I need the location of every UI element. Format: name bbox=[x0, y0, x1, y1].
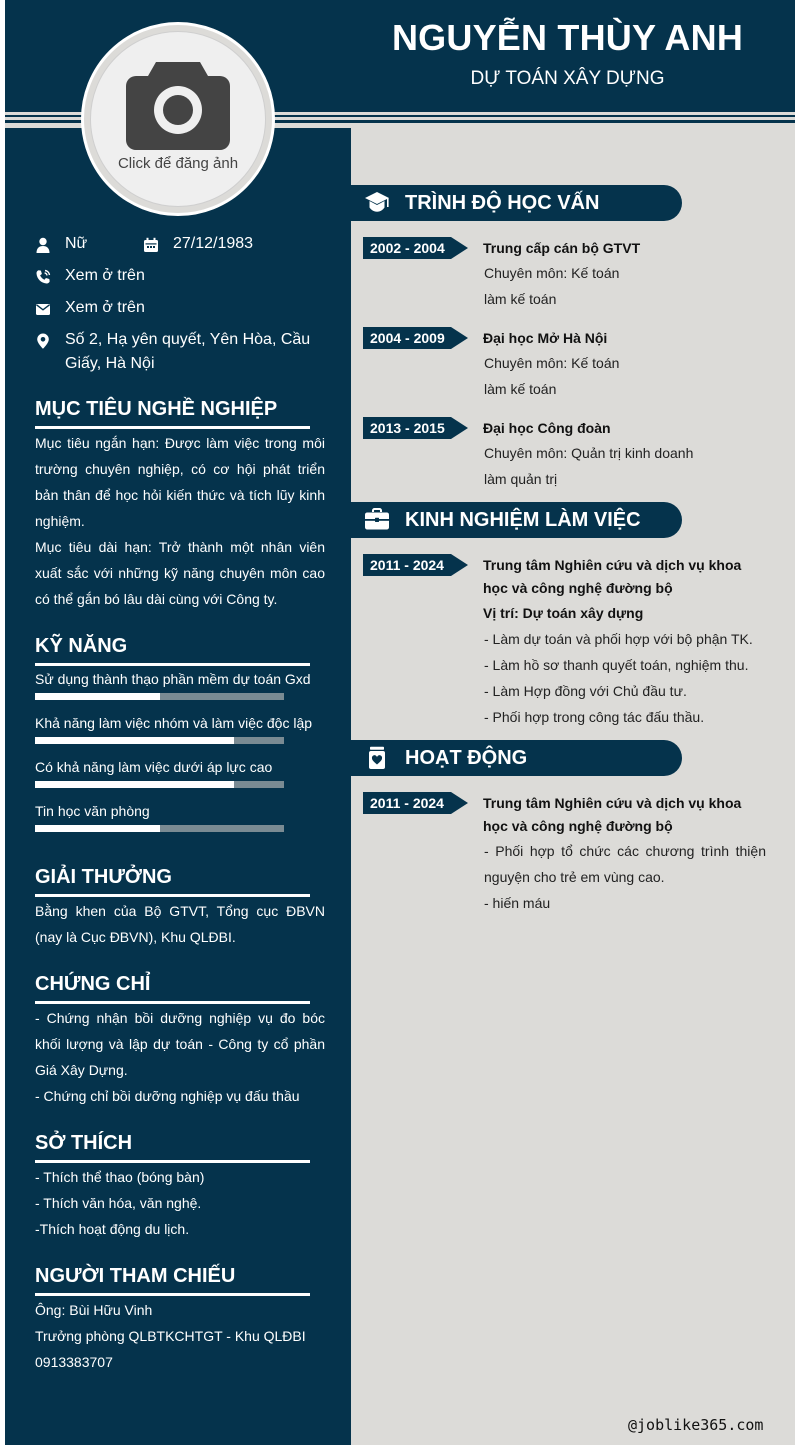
hobbies-heading: SỞ THÍCH bbox=[35, 1132, 133, 1154]
birthday-row bbox=[143, 235, 253, 256]
experience-position: Vị trí: Dự toán xây dựng bbox=[483, 605, 644, 621]
date-tag bbox=[363, 327, 469, 349]
date-tag bbox=[363, 417, 469, 439]
experience-duty: - Phối hợp trong công tác đấu thầu. bbox=[484, 709, 705, 725]
education-note: làm quản trị bbox=[484, 471, 558, 487]
education-period: 2004 - 2009 bbox=[370, 330, 445, 346]
location-pin-icon bbox=[35, 333, 51, 349]
phone-row bbox=[35, 267, 145, 288]
job-title: DỰ TOÁN XÂY DỰNG bbox=[470, 68, 665, 89]
activities-heading: HOẠT ĐỘNG bbox=[405, 747, 528, 769]
education-note: làm kế toán bbox=[484, 381, 557, 397]
calendar-icon bbox=[143, 237, 159, 253]
date-tag bbox=[363, 792, 469, 814]
experience-duty: - Làm Hợp đồng với Chủ đầu tư. bbox=[484, 683, 687, 699]
email-row bbox=[35, 299, 145, 320]
certificate-item: - Chứng nhận bồi dưỡng nghiệp vụ đo bóc khối lượng và lập dự toán - Công ty cổ phần Giá Xây Dựng. bbox=[35, 1010, 325, 1078]
education-school: Đại học Mở Hà Nội bbox=[483, 330, 608, 346]
education-school: Trung cấp cán bộ GTVT bbox=[483, 240, 641, 256]
objective-long-term: Mục tiêu dài hạn: Trở thành một nhân viên xuất sắc với những kỹ năng chuyên môn cao có thể gắn bó lâu dài cùng với Công ty. bbox=[35, 539, 325, 607]
objective-heading: MỤC TIÊU NGHỀ NGHIỆP bbox=[35, 398, 278, 420]
hobby-item: -Thích hoạt động du lịch. bbox=[35, 1221, 190, 1237]
address-value: Số 2, Hạ yên quyết, Yên Hòa, Cầu Giấy, Hà Nội bbox=[65, 331, 311, 372]
gender-value: Nữ bbox=[65, 235, 88, 252]
avatar-caption[interactable]: Click để đăng ảnh bbox=[117, 155, 239, 172]
envelope-icon bbox=[35, 301, 51, 317]
experience-duty: - Làm dự toán và phối hợp với bộ phận TK. bbox=[484, 631, 753, 647]
reference-name: Ông: Bùi Hữu Vinh bbox=[35, 1302, 153, 1318]
skill-name: Tin học văn phòng bbox=[35, 803, 150, 819]
heart-jar-icon bbox=[364, 746, 390, 770]
activity-item: - Phối hợp tổ chức các chương trình thiện nguyện cho trẻ em vùng cao. bbox=[484, 843, 766, 885]
user-icon bbox=[35, 237, 51, 253]
birthday-value: 27/12/1983 bbox=[173, 235, 254, 252]
cv-page bbox=[5, 0, 795, 1445]
section-divider bbox=[35, 1001, 310, 1004]
skill-name: Khả năng làm việc nhóm và làm việc độc lập bbox=[35, 715, 313, 731]
objective-short-term: Mục tiêu ngắn hạn: Được làm việc trong môi trường chuyên nghiệp, có cơ hội phát triển bản thân để học hỏi kiến thức và tích lũy kinh nghiệm. bbox=[35, 435, 325, 529]
skill-bar bbox=[35, 781, 284, 788]
experience-duty: - Làm hồ sơ thanh quyết toán, nghiệm thu. bbox=[484, 657, 749, 673]
education-section-header bbox=[351, 185, 682, 221]
activity-organization: Trung tâm Nghiên cứu và dịch vụ khoa học và công nghệ đường bộ bbox=[483, 795, 742, 834]
activity-item: - hiến máu bbox=[484, 895, 551, 911]
reference-phone: 0913383707 bbox=[35, 1354, 113, 1370]
reference-heading: NGƯỜI THAM CHIẾU bbox=[35, 1265, 236, 1287]
candidate-name: NGUYỄN THÙY ANH bbox=[391, 17, 744, 58]
section-divider bbox=[35, 1160, 310, 1163]
section-divider bbox=[35, 663, 310, 666]
graduation-cap-icon bbox=[364, 191, 390, 215]
section-divider bbox=[35, 894, 310, 897]
education-note: làm kế toán bbox=[484, 291, 557, 307]
awards-text: Bằng khen của Bộ GTVT, Tổng cục ĐBVN (nay là Cục ĐBVN), Khu QLĐBI. bbox=[35, 903, 325, 945]
activity-period: 2011 - 2024 bbox=[370, 795, 444, 811]
date-tag bbox=[363, 554, 469, 576]
experience-heading: KINH NGHIỆM LÀM VIỆC bbox=[405, 509, 641, 531]
experience-section-header bbox=[351, 502, 682, 538]
skill-level-fill bbox=[35, 693, 160, 700]
phone-icon bbox=[35, 269, 51, 285]
education-major: Chuyên môn: Kế toán bbox=[484, 265, 620, 281]
skill-level-fill bbox=[35, 781, 234, 788]
awards-heading: GIẢI THƯỞNG bbox=[35, 866, 172, 888]
experience-period: 2011 - 2024 bbox=[370, 557, 444, 573]
section-divider bbox=[35, 426, 310, 429]
address-row bbox=[35, 331, 335, 376]
skill-name: Có khả năng làm việc dưới áp lực cao bbox=[35, 759, 273, 775]
skill-bar bbox=[35, 737, 284, 744]
watermark-credit: @joblike365.com bbox=[628, 1416, 764, 1434]
date-tag bbox=[363, 237, 469, 259]
email-value: Xem ở trên bbox=[65, 299, 145, 316]
education-period: 2013 - 2015 bbox=[370, 420, 445, 436]
education-school: Đại học Công đoàn bbox=[483, 420, 611, 436]
certificate-item: - Chứng chỉ bồi dưỡng nghiệp vụ đấu thầu bbox=[35, 1088, 300, 1104]
skills-heading: KỸ NĂNG bbox=[35, 635, 128, 657]
education-major: Chuyên môn: Kế toán bbox=[484, 355, 620, 371]
briefcase-icon bbox=[364, 508, 390, 532]
education-heading: TRÌNH ĐỘ HỌC VẤN bbox=[405, 192, 600, 214]
phone-value: Xem ở trên bbox=[65, 267, 145, 284]
skill-bar bbox=[35, 693, 284, 700]
experience-company: Trung tâm Nghiên cứu và dịch vụ khoa học và công nghệ đường bộ bbox=[483, 557, 742, 596]
activities-section-header bbox=[351, 740, 682, 776]
education-major: Chuyên môn: Quản trị kinh doanh bbox=[484, 445, 694, 461]
education-period: 2002 - 2004 bbox=[370, 240, 445, 256]
section-divider bbox=[35, 1293, 310, 1296]
skill-bar bbox=[35, 825, 284, 832]
reference-position: Trưởng phòng QLBTKCHTGT - Khu QLĐBI bbox=[35, 1328, 306, 1344]
hobby-item: - Thích văn hóa, văn nghệ. bbox=[35, 1195, 202, 1211]
camera-icon[interactable] bbox=[126, 58, 230, 150]
hobby-item: - Thích thể thao (bóng bàn) bbox=[35, 1169, 205, 1185]
skill-name: Sử dụng thành thạo phần mềm dự toán Gxd bbox=[35, 671, 311, 687]
certificates-heading: CHỨNG CHỈ bbox=[35, 973, 151, 995]
skill-level-fill bbox=[35, 737, 234, 744]
gender-row bbox=[35, 235, 87, 256]
skill-level-fill bbox=[35, 825, 160, 832]
